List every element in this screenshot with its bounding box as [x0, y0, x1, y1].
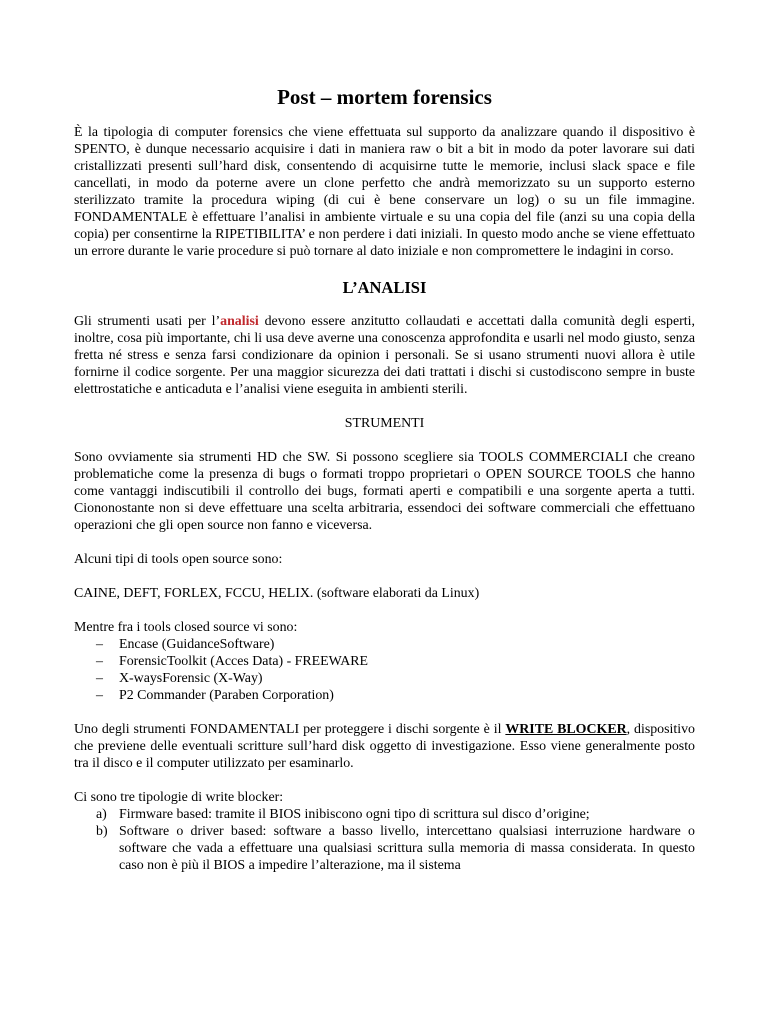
write-blocker-text-after: , dispositivo che previene delle eventuali scritture sull’hard disk oggetto di investigazione. Esso viene generalmente posto tra il disco e il computer utilizzato per esaminarlo.	[74, 722, 695, 771]
list-item	[74, 636, 695, 653]
dash-marker: –	[96, 637, 103, 652]
analisi-text-before: Gli strumenti usati per l’	[74, 314, 221, 329]
strumenti-paragraph: Sono ovviamente sia strumenti HD che SW. Si possono scegliere sia TOOLS COMMERCIALI che creano problematiche come la presenza di bugs o formati troppo proprietari o OPEN SOURCE TOOLS che hanno come vantaggi indiscutibili il controllo dei bugs, formati aperti e compatibili e una sorgente aperta a tutti. Ciononostante non si deve effettuare una scelta arbitraria, essendoci dei software commerciali che effettuano operazioni che gli open source non fanno e viceversa.	[74, 450, 695, 533]
list-item	[74, 806, 695, 823]
open-source-intro: Alcuni tipi di tools open source sono:	[74, 552, 283, 567]
list-item-text: P2 Commander (Paraben Corporation)	[119, 688, 334, 703]
list-item	[74, 687, 695, 704]
intro-paragraph: È la tipologia di computer forensics che viene effettuata sul supporto da analizzare quando il dispositivo è SPENTO, è dunque necessario acquisire i dati in maniera raw o bit a bit in modo da poter lavorare sui dati cristallizzati presenti sull’hard disk, consentendo di acquisirne tutte le memorie, inclusi slack space e file cancellati, in modo da poterne avere un clone perfetto che andrà memorizzato su un supporto esterno sterilizzato tramite la procedura wiping (di cui è bene conservare un log) o su un file immagine. FONDAMENTALE è effettuare l’analisi in ambiente virtuale e su una copia del file (anzi su una copia della copia) per consentirne la RIPETIBILITA’ e non perdere i dati iniziali. In questo modo anche se viene effettuato un errore durante le varie procedure si può tornare al dato iniziale e non compromettere le indagini in corso.	[74, 125, 695, 259]
list-item	[74, 670, 695, 687]
analisi-text-after: devono essere anzitutto collaudati e accettati dalla comunità degli esperti, inoltre, cosa più importante, chi li usa deve averne una conoscenza approfondita e usarli nel modo giusto, senza fretta né stress e senza farsi condizionare da opinion i personali. Se si usano strumenti nuovi allora è utile fornirne il codice sorgente. Per una maggior sicurezza dei dati trattati i dischi si custodiscono sempre in buste elettrostatiche e anticaduta e l’analisi viene eseguita in ambienti sterili.	[74, 314, 695, 397]
analisi-highlight: analisi	[220, 314, 259, 329]
section-heading-analisi: L’ANALISI	[342, 278, 427, 297]
document-title: Post – mortem forensics	[277, 85, 492, 109]
list-item-text: Encase (GuidanceSoftware)	[119, 637, 275, 652]
open-source-list: CAINE, DEFT, FORLEX, FCCU, HELIX. (software elaborati da Linux)	[74, 586, 480, 601]
dash-marker: –	[96, 654, 103, 669]
dash-marker: –	[96, 688, 103, 703]
section-heading-strumenti: STRUMENTI	[344, 416, 425, 431]
list-marker: a)	[96, 807, 107, 822]
list-item-text: Software o driver based: software a basso livello, intercettano qualsiasi interruzione hardware o software che vada a effettuare una qualsiasi scrittura sulla memoria di massa considerata. In questo caso non è più il BIOS a impedire l’alterazione, ma il sistema	[119, 824, 695, 873]
write-blocker-term: WRITE BLOCKER	[505, 722, 627, 737]
list-item	[74, 653, 695, 670]
list-item-text: Firmware based: tramite il BIOS inibiscono ogni tipo di scrittura sul disco d’origine;	[119, 807, 590, 822]
list-item-text: ForensicToolkit (Acces Data) - FREEWARE	[119, 654, 368, 669]
write-blocker-paragraph	[74, 721, 695, 772]
list-item-text: X-waysForensic (X-Way)	[119, 671, 263, 686]
closed-tools-list	[74, 636, 695, 704]
write-blocker-types-list	[74, 806, 695, 874]
list-item	[74, 823, 695, 874]
list-marker: b)	[96, 824, 108, 839]
write-blocker-text-before: Uno degli strumenti FONDAMENTALI per proteggere i dischi sorgente è il	[74, 722, 506, 737]
closed-source-intro: Mentre fra i tools closed source vi sono:	[74, 620, 298, 635]
analisi-paragraph	[74, 313, 695, 398]
write-blocker-types-intro: Ci sono tre tipologie di write blocker:	[74, 790, 284, 805]
dash-marker: –	[96, 671, 103, 686]
